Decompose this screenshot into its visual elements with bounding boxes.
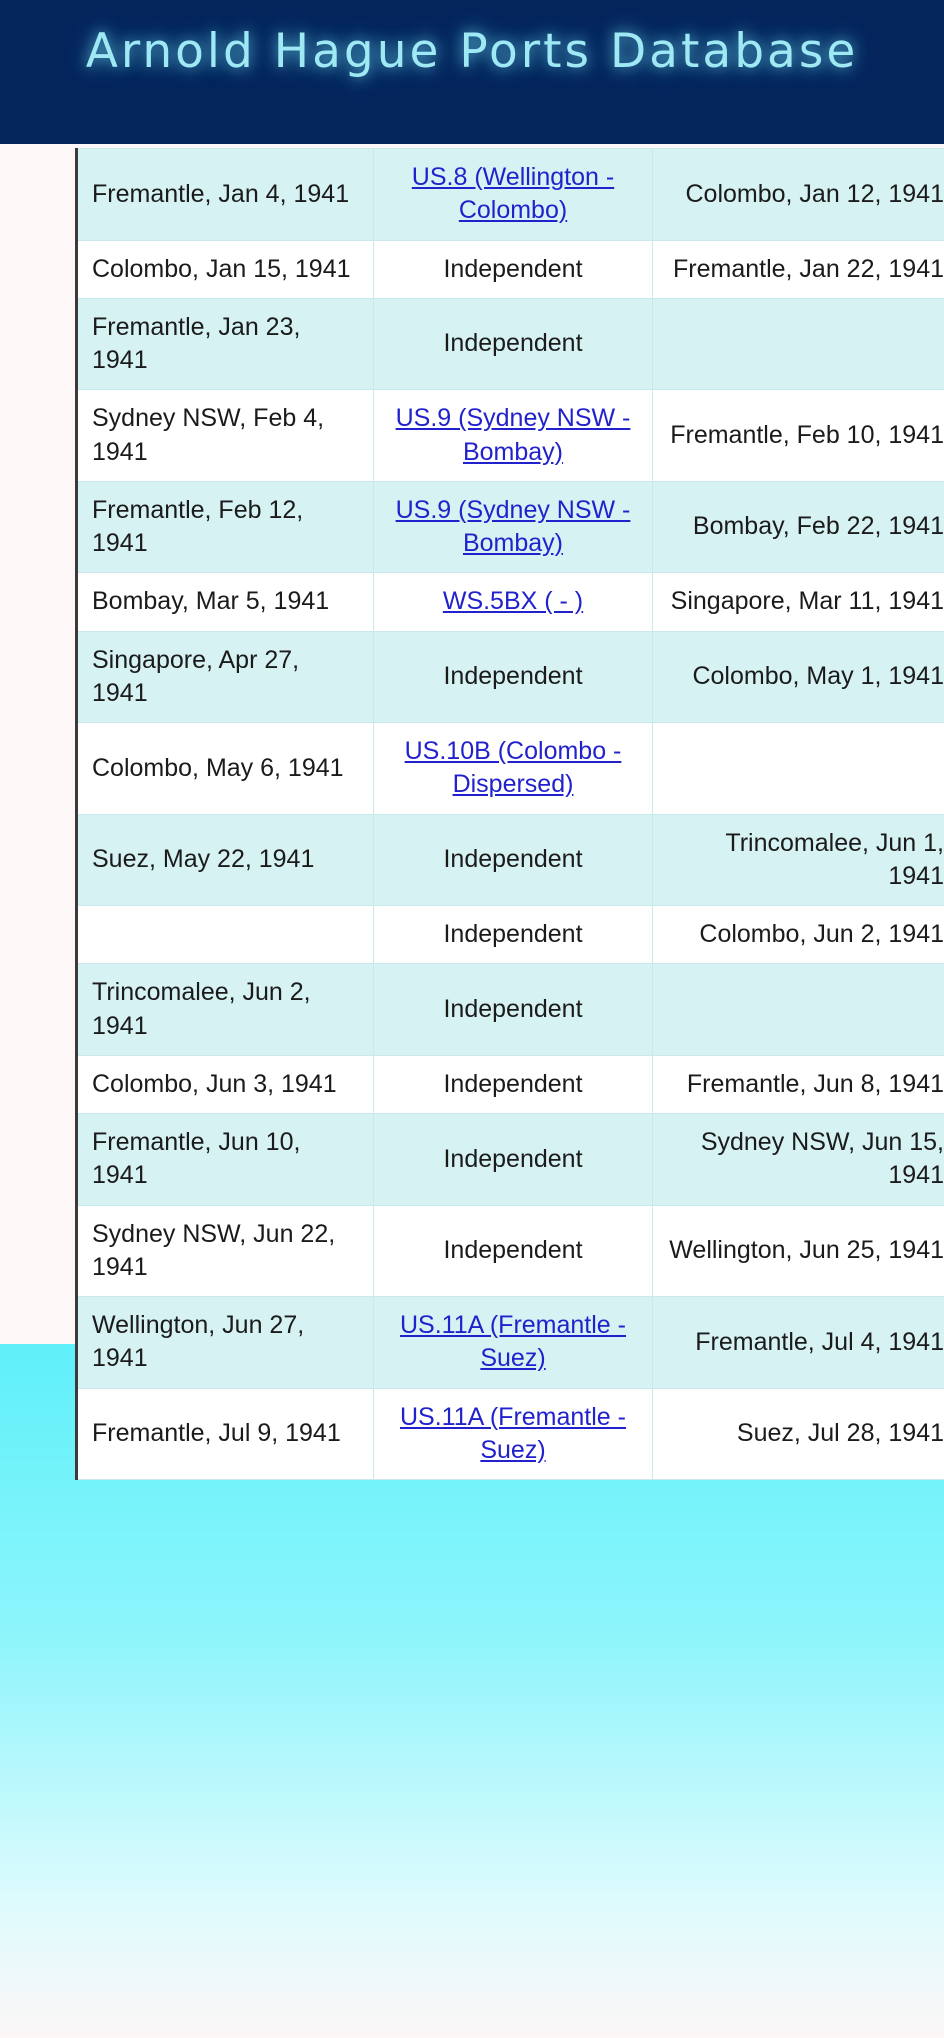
cell-departure: Trincomalee, Jun 2, 1941 <box>78 964 374 1056</box>
cell-departure: Fremantle, Jul 9, 1941 <box>78 1388 374 1480</box>
table-row <box>78 1114 944 1206</box>
cell-arrival <box>653 298 944 390</box>
cell-departure: Bombay, Mar 5, 1941 <box>78 573 374 631</box>
cell-convoy[interactable] <box>374 1297 653 1389</box>
table-row <box>78 906 944 964</box>
table-row <box>78 149 944 241</box>
cell-departure: Colombo, Jan 15, 1941 <box>78 240 374 298</box>
table-row <box>78 481 944 573</box>
cell-arrival <box>653 723 944 815</box>
convoy-link[interactable]: US.11A (Fremantle - Suez) <box>399 1311 626 1373</box>
convoy-link[interactable]: WS.5BX ( - ) <box>442 587 584 616</box>
cell-arrival: Trincomalee, Jun 1, 1941 <box>653 814 944 906</box>
convoy-label: Independent <box>443 329 583 358</box>
table-row <box>78 390 944 482</box>
cell-convoy[interactable] <box>374 481 653 573</box>
cell-convoy <box>374 964 653 1056</box>
cell-convoy <box>374 1114 653 1206</box>
table-row <box>78 298 944 390</box>
table-row <box>78 1388 944 1480</box>
table-row <box>78 1297 944 1389</box>
voyage-table <box>78 148 944 1480</box>
convoy-label: Independent <box>443 920 583 948</box>
cell-convoy[interactable] <box>374 1388 653 1480</box>
cell-departure <box>78 906 374 964</box>
cell-convoy[interactable] <box>374 390 653 482</box>
cell-departure: Colombo, Jun 3, 1941 <box>78 1055 374 1113</box>
cell-convoy[interactable] <box>374 573 653 631</box>
table-row <box>78 1205 944 1297</box>
cell-departure: Suez, May 22, 1941 <box>78 814 374 906</box>
table-row <box>78 631 944 723</box>
cell-departure: Fremantle, Feb 12, 1941 <box>78 481 374 573</box>
cell-convoy <box>374 631 653 723</box>
cell-arrival: Colombo, Jun 2, 1941 <box>653 906 944 964</box>
cell-arrival <box>653 964 944 1056</box>
cell-departure: Sydney NSW, Jun 22, 1941 <box>78 1205 374 1297</box>
cell-departure: Fremantle, Jun 10, 1941 <box>78 1114 374 1206</box>
cell-departure: Sydney NSW, Feb 4, 1941 <box>78 390 374 482</box>
convoy-link[interactable]: US.10B (Colombo - Dispersed) <box>404 737 622 799</box>
cell-departure: Colombo, May 6, 1941 <box>78 723 374 815</box>
convoy-label: Independent <box>443 845 583 874</box>
cell-convoy[interactable] <box>374 149 653 241</box>
convoy-label: Independent <box>443 994 583 1023</box>
cell-convoy <box>374 240 653 298</box>
cell-departure: Wellington, Jun 27, 1941 <box>78 1297 374 1389</box>
convoy-link[interactable]: US.9 (Sydney NSW - Bombay) <box>395 495 631 557</box>
table-row <box>78 240 944 298</box>
cell-convoy <box>374 814 653 906</box>
convoy-link[interactable]: US.8 (Wellington - Colombo) <box>411 163 615 225</box>
cell-arrival: Fremantle, Jun 8, 1941 <box>653 1055 944 1113</box>
cell-convoy <box>374 906 653 964</box>
convoy-link[interactable]: US.9 (Sydney NSW - Bombay) <box>395 404 631 466</box>
cell-departure: Fremantle, Jan 23, 1941 <box>78 298 374 390</box>
table-row <box>78 723 944 815</box>
convoy-label: Independent <box>443 1236 583 1265</box>
table-row <box>78 964 944 1056</box>
cell-convoy <box>374 298 653 390</box>
convoy-label: Independent <box>443 1144 583 1173</box>
left-gutter <box>0 144 75 1344</box>
table-row <box>78 1055 944 1113</box>
convoy-label: Independent <box>443 662 583 691</box>
cell-convoy <box>374 1055 653 1113</box>
cell-departure: Singapore, Apr 27, 1941 <box>78 631 374 723</box>
cell-arrival: Wellington, Jun 25, 1941 <box>653 1205 944 1297</box>
page-title: Arnold Hague Ports Database <box>85 24 859 79</box>
voyage-table-body <box>78 149 944 1480</box>
cell-arrival: Colombo, May 1, 1941 <box>653 631 944 723</box>
cell-arrival: Suez, Jul 28, 1941 <box>653 1388 944 1480</box>
cell-departure: Fremantle, Jan 4, 1941 <box>78 149 374 241</box>
table-row <box>78 814 944 906</box>
cell-convoy[interactable] <box>374 723 653 815</box>
convoy-link[interactable]: US.11A (Fremantle - Suez) <box>399 1402 626 1464</box>
convoy-label: Independent <box>443 254 583 283</box>
convoy-label: Independent <box>443 1069 583 1098</box>
cell-arrival: Singapore, Mar 11, 1941 <box>653 573 944 631</box>
site-header <box>0 0 944 144</box>
cell-convoy <box>374 1205 653 1297</box>
cell-arrival: Bombay, Feb 22, 1941 <box>653 481 944 573</box>
cell-arrival: Colombo, Jan 12, 1941 <box>653 149 944 241</box>
voyage-table-container <box>75 148 944 1480</box>
table-row <box>78 573 944 631</box>
cell-arrival: Sydney NSW, Jun 15, 1941 <box>653 1114 944 1206</box>
cell-arrival: Fremantle, Feb 10, 1941 <box>653 390 944 482</box>
cell-arrival: Fremantle, Jul 4, 1941 <box>653 1297 944 1389</box>
cell-arrival: Fremantle, Jan 22, 1941 <box>653 240 944 298</box>
